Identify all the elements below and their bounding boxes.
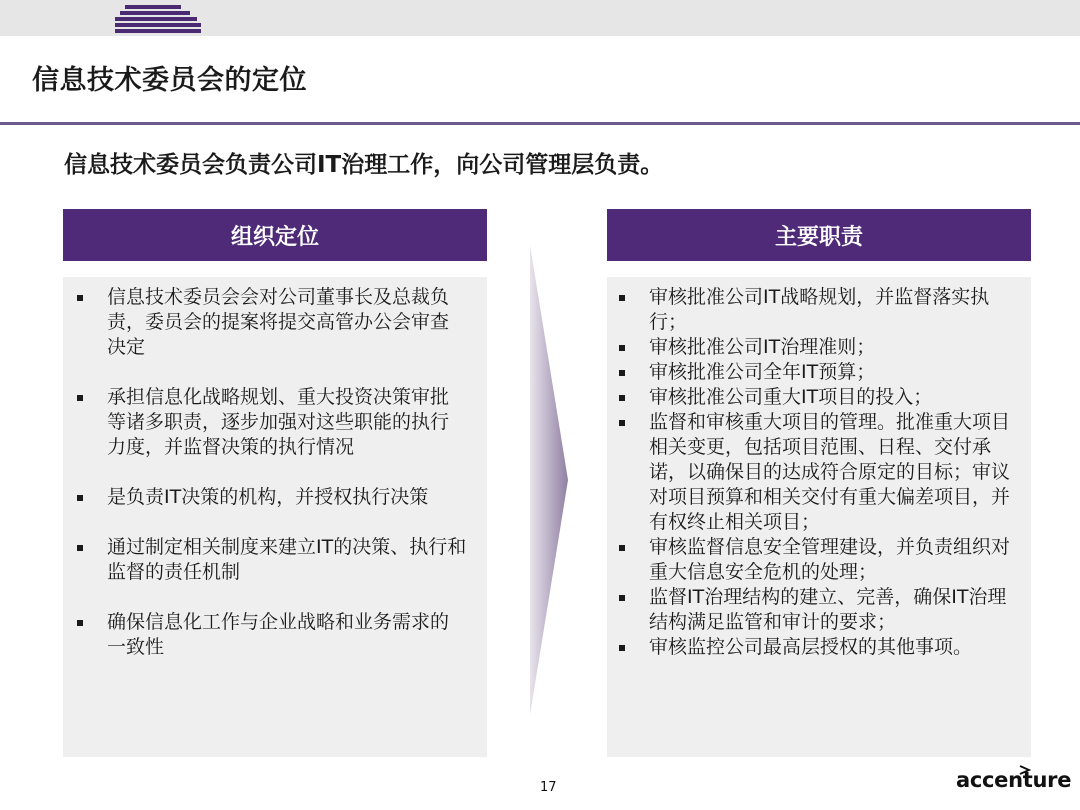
list-item: 审核批准公司重大IT项目的投入； bbox=[619, 385, 1011, 410]
list-item: 审核监督信息安全管理建设，并负责组织对重大信息安全危机的处理； bbox=[619, 535, 1011, 585]
list-item: 是负责IT决策的机构，并授权执行决策 bbox=[77, 485, 467, 510]
list-item: 确保信息化工作与企业战略和业务需求的一致性 bbox=[77, 610, 467, 660]
list-item: 通过制定相关制度来建立IT的决策、执行和监督的责任机制 bbox=[77, 535, 467, 585]
list-item: 审核批准公司全年IT预算； bbox=[619, 360, 1011, 385]
chevron-right-arrow-icon bbox=[528, 245, 570, 715]
list-item: 承担信息化战略规划、重大投资决策审批等诸多职责，逐步加强对这些职能的执行力度，并监督决策的执行情况 bbox=[77, 385, 467, 460]
list-item: 审核监控公司最高层授权的其他事项。 bbox=[619, 635, 1011, 660]
page-title: 信息技术委员会的定位 bbox=[32, 65, 307, 96]
right-column-heading: 主要职责 bbox=[607, 209, 1031, 261]
slide-subtitle: 信息技术委员会负责公司IT治理工作，向公司管理层负责。 bbox=[64, 152, 664, 178]
accenture-logo: accenture bbox=[956, 768, 1072, 792]
right-column-panel bbox=[607, 277, 1031, 757]
list-item: 审核批准公司IT治理准则； bbox=[619, 335, 1011, 360]
top-strip bbox=[0, 0, 1080, 36]
list-item: 监督和审核重大项目的管理。批准重大项目相关变更，包括项目范围、日程、交付承诺，以确保目的达成符合原定的目标；审议对项目预算和相关交付有重大偏差项目，并有权终止相关项目； bbox=[619, 410, 1011, 535]
left-column-panel bbox=[63, 277, 487, 757]
left-bullet-list bbox=[77, 285, 467, 660]
title-divider bbox=[0, 122, 1080, 125]
list-item: 监督IT治理结构的建立、完善，确保IT治理结构满足监管和审计的要求； bbox=[619, 585, 1011, 635]
left-column-heading: 组织定位 bbox=[63, 209, 487, 261]
page-number: 17 bbox=[540, 780, 557, 795]
striped-bar-logo-icon bbox=[115, 2, 205, 34]
right-bullet-list bbox=[619, 285, 1011, 660]
list-item: 审核批准公司IT战略规划，并监督落实执行； bbox=[619, 285, 1011, 335]
list-item: 信息技术委员会会对公司董事长及总裁负责，委员会的提案将提交高管办公会审查决定 bbox=[77, 285, 467, 360]
